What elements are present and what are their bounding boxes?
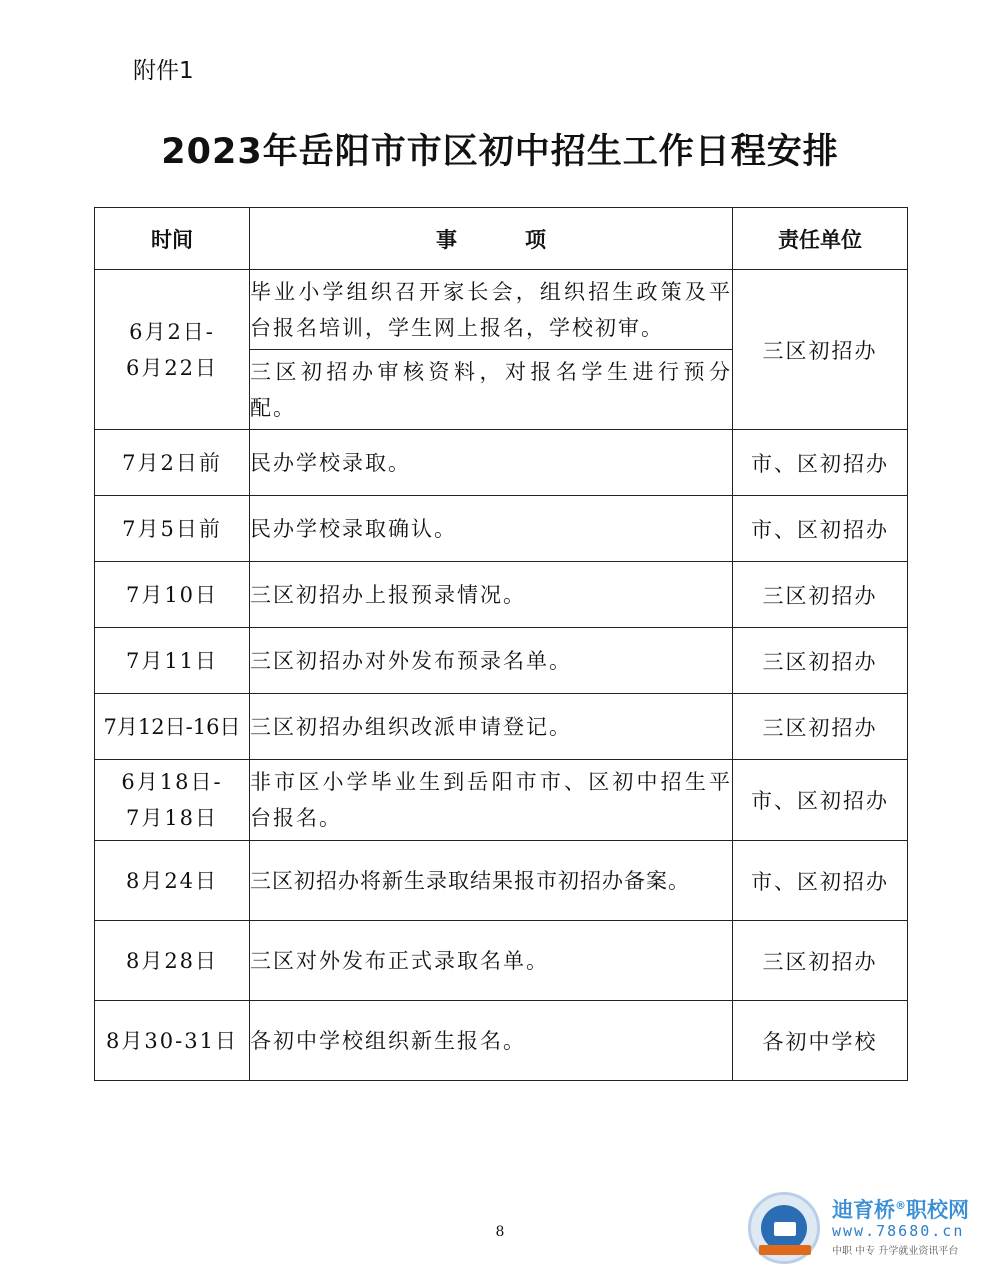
table-row <box>95 841 908 921</box>
unit-cell: 市、区初招办 <box>733 496 908 562</box>
time-cell: 7月11日 <box>95 628 250 694</box>
item-cell: 各初中学校组织新生报名。 <box>250 1001 733 1081</box>
watermark-tagline: 中职 中专 升学就业资讯平台 <box>832 1246 959 1257</box>
unit-cell: 三区初招办 <box>733 270 908 430</box>
time-cell: 8月30-31日 <box>95 1001 250 1081</box>
table-row <box>95 562 908 628</box>
watermark-brand-suffix: 职校网 <box>906 1198 969 1222</box>
item-cell: 三区初招办对外发布预录名单。 <box>250 628 733 694</box>
schedule-table <box>94 207 908 1081</box>
watermark-brand <box>832 1194 969 1224</box>
unit-cell: 市、区初招办 <box>733 760 908 841</box>
item-cell: 三区对外发布正式录取名单。 <box>250 921 733 1001</box>
page-number: 8 <box>495 1224 505 1240</box>
table-row <box>95 760 908 841</box>
item-cell: 三区初招办审核资料，对报名学生进行预分配。 <box>250 350 733 430</box>
table-header-row <box>95 208 908 270</box>
watermark-url: www.78680.cn <box>832 1222 965 1240</box>
table-row <box>95 921 908 1001</box>
time-line: 6月22日 <box>125 355 219 380</box>
header-unit: 责任单位 <box>733 208 908 270</box>
item-cell: 民办学校录取。 <box>250 430 733 496</box>
table-row <box>95 430 908 496</box>
unit-cell: 三区初招办 <box>733 921 908 1001</box>
unit-cell: 市、区初招办 <box>733 430 908 496</box>
time-cell <box>95 270 250 430</box>
time-cell: 7月12日-16日 <box>95 694 250 760</box>
item-cell: 三区初招办将新生录取结果报市初招办备案。 <box>250 841 733 921</box>
time-line: 6月2日- <box>129 319 215 344</box>
time-line: 7月18日 <box>125 806 219 830</box>
item-cell: 民办学校录取确认。 <box>250 496 733 562</box>
item-cell: 非市区小学毕业生到岳阳市市、区初中招生平台报名。 <box>250 760 733 841</box>
table-row <box>95 694 908 760</box>
unit-cell: 三区初招办 <box>733 694 908 760</box>
item-cell: 三区初招办组织改派申请登记。 <box>250 694 733 760</box>
page-title: 2023年岳阳市市区初中招生工作日程安排 <box>161 132 839 172</box>
time-cell: 8月28日 <box>95 921 250 1001</box>
header-time: 时间 <box>95 208 250 270</box>
table-row <box>95 270 908 350</box>
table-row <box>95 1001 908 1081</box>
time-cell: 7月10日 <box>95 562 250 628</box>
time-line: 6月18日- <box>121 770 223 794</box>
time-cell: 7月5日前 <box>95 496 250 562</box>
item-cell: 三区初招办上报预录情况。 <box>250 562 733 628</box>
unit-cell: 三区初招办 <box>733 628 908 694</box>
time-cell <box>95 760 250 841</box>
table-row <box>95 628 908 694</box>
header-items: 事项 <box>250 208 733 270</box>
unit-cell: 三区初招办 <box>733 562 908 628</box>
unit-cell: 市、区初招办 <box>733 841 908 921</box>
time-cell: 7月2日前 <box>95 430 250 496</box>
unit-cell: 各初中学校 <box>733 1001 908 1081</box>
time-cell: 8月24日 <box>95 841 250 921</box>
registered-mark: ® <box>895 1199 906 1212</box>
table-row <box>95 496 908 562</box>
watermark <box>748 1188 993 1268</box>
watermark-brand-name: 迪育桥 <box>832 1198 895 1222</box>
school-emblem-icon <box>748 1192 820 1264</box>
attachment-label: 附件1 <box>133 58 194 84</box>
item-cell: 毕业小学组织召开家长会，组织招生政策及平台报名培训，学生网上报名，学校初审。 <box>250 270 733 350</box>
